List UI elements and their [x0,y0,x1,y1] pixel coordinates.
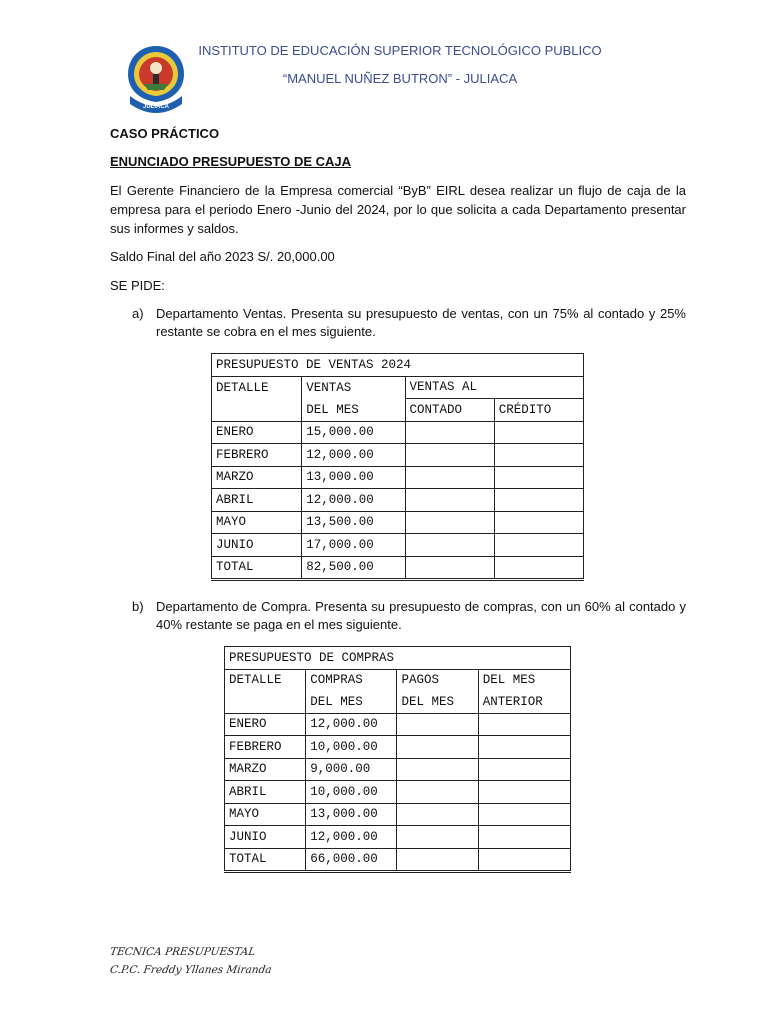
purchases-header-detail: DETALLE [225,669,306,691]
sales-amount: 17,000.00 [302,534,405,557]
table-row [225,713,571,736]
sales-header-sales-month: DEL MES [302,399,405,422]
item-a-marker: a) [132,306,144,321]
item-a [110,305,686,341]
item-b [110,598,686,634]
table-row [225,736,571,759]
logo-text: JULIACA [142,104,170,110]
sales-header-sales: VENTAS [302,376,405,399]
table-row [225,781,571,804]
table-row [212,444,584,467]
table-row [212,421,584,444]
table-row [212,511,584,534]
table-total-row [225,848,571,872]
sales-month: MAYO [212,511,302,534]
purchases-total: 66,000.00 [306,848,397,872]
purchases-total-label: TOTAL [225,848,306,872]
sales-amount: 13,500.00 [302,511,405,534]
statement-title: ENUNCIADO PRESUPUESTO DE CAJA [110,154,352,169]
sales-month: ABRIL [212,489,302,512]
sales-header-detail: DETALLE [212,376,302,399]
purchases-amount: 9,000.00 [306,758,397,781]
item-a-text: Departamento Ventas. Presenta su presupuesto de ventas, con un 75% al contado y 25% restante se cobra en el mes siguiente. [156,306,686,339]
sales-header-credit: CRÉDITO [494,399,583,422]
asks-label: SE PIDE: [110,278,165,293]
sales-month: JUNIO [212,534,302,557]
sales-amount: 13,000.00 [302,466,405,489]
purchases-month: ABRIL [225,781,306,804]
purchases-amount: 10,000.00 [306,736,397,759]
sales-total: 82,500.00 [302,556,405,580]
table-total-row [212,556,584,580]
sales-budget-table [211,353,584,581]
table-row [225,803,571,826]
footer-course: TECNICA PRESUPUESTAL [109,946,257,958]
purchases-month: JUNIO [225,826,306,849]
sales-month: FEBRERO [212,444,302,467]
sales-amount: 12,000.00 [302,489,405,512]
case-title: CASO PRÁCTICO [110,126,220,141]
purchases-month: MARZO [225,758,306,781]
sales-amount: 12,000.00 [302,444,405,467]
purchases-amount: 12,000.00 [306,713,397,736]
purchases-header-purchases: COMPRAS [306,669,397,691]
sales-month: MARZO [212,466,302,489]
intro-paragraph: El Gerente Financiero de la Empresa comercial “ByB” EIRL desea realizar un flujo de caja de la empresa para el periodo Enero -Junio del 2024, por lo que solicita a cada Departamento presentar sus informes y saldos. [110,183,686,236]
purchases-header-payments-month: DEL MES [397,691,478,713]
sales-amount: 15,000.00 [302,421,405,444]
purchases-amount: 10,000.00 [306,781,397,804]
sales-month: ENERO [212,421,302,444]
purchases-header-previous: DEL MES [478,669,570,691]
table-row [212,534,584,557]
purchases-month: MAYO [225,803,306,826]
purchases-header-payments: PAGOS [397,669,478,691]
item-b-marker: b) [132,599,144,614]
sales-header-sales-at: VENTAS AL [405,376,584,399]
table-row [225,826,571,849]
purchases-month: FEBRERO [225,736,306,759]
final-balance: Saldo Final del año 2023 S/. 20,000.00 [110,249,335,264]
item-b-text: Departamento de Compra. Presenta su presupuesto de compras, con un 60% al contado y 40% restante se paga en el mes siguiente. [156,599,686,632]
table-row [225,758,571,781]
sales-table-title: PRESUPUESTO DE VENTAS 2024 [212,354,584,377]
purchases-month: ENERO [225,713,306,736]
purchases-budget-table [224,646,571,873]
purchases-table-title: PRESUPUESTO DE COMPRAS [225,647,571,670]
sales-header-cash: CONTADO [405,399,494,422]
school-name: “MANUEL NUÑEZ BUTRON” - JULIACA [282,71,518,86]
table-row [212,466,584,489]
purchases-amount: 13,000.00 [306,803,397,826]
footer-author: C.P.C. Freddy Yllanes Miranda [109,964,273,976]
sales-total-label: TOTAL [212,556,302,580]
purchases-amount: 12,000.00 [306,826,397,849]
table-row [212,489,584,512]
institution-name: INSTITUTO DE EDUCACIÓN SUPERIOR TECNOLÓGICO PUBLICO [198,43,602,58]
purchases-header-previous-month: ANTERIOR [478,691,570,713]
purchases-header-purchases-month: DEL MES [306,691,397,713]
